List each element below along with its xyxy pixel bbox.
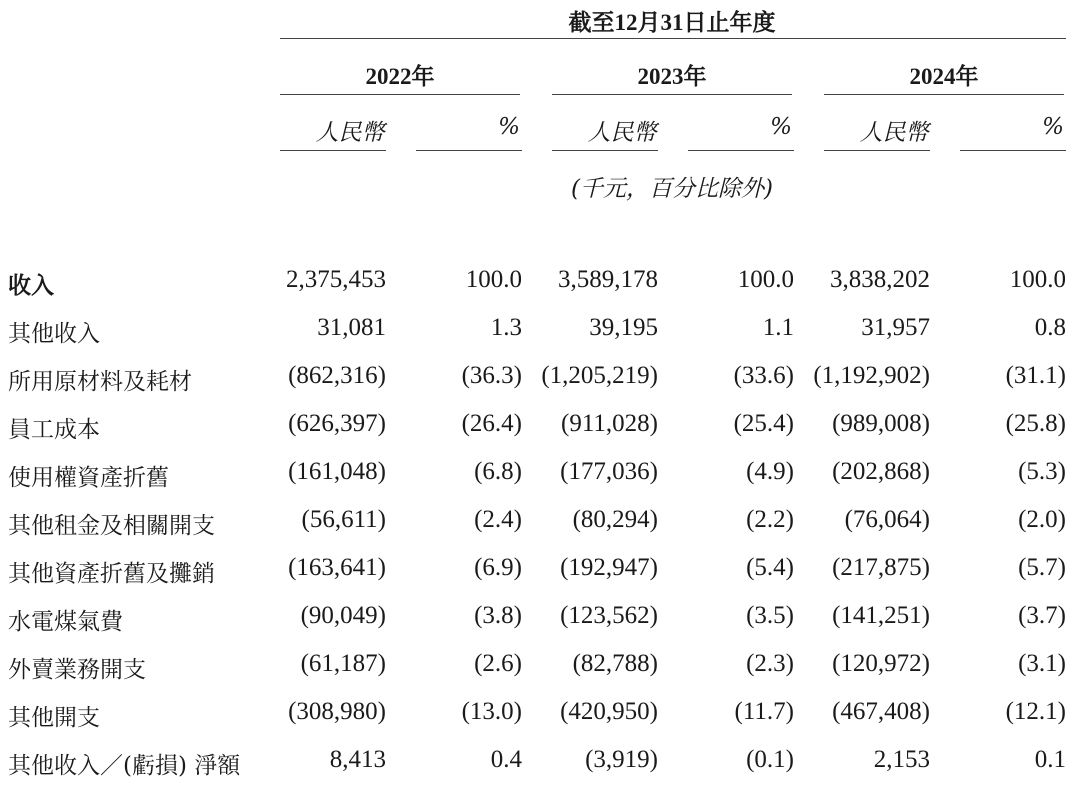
cell-rmb-2023: (192,947) [560,554,658,581]
cell-rmb-2022: 2,375,453 [286,266,386,293]
currency-rule-2022 [280,150,386,151]
cell-rmb-2023: (177,036) [560,458,658,485]
cell-pct-2024: (5.3) [1018,458,1066,485]
percent-label-2022: % [498,114,520,140]
cell-pct-2022: (6.9) [474,554,522,581]
year-2022-heading: 2022年 [365,64,435,89]
cell-rmb-2022: (90,049) [300,602,386,629]
cell-rmb-2024: (141,251) [832,602,930,629]
cell-pct-2023: (25.4) [733,410,794,437]
cell-rmb-2024: (202,868) [832,458,930,485]
cell-rmb-2023: 39,195 [589,314,658,341]
cell-rmb-2024: (76,064) [844,506,930,533]
row-label: 水電煤氣費 [8,609,123,635]
cell-rmb-2023: (1,205,219) [541,362,658,389]
row-label: 員工成本 [8,417,100,443]
cell-pct-2022: (26.4) [461,410,522,437]
period-label: 截至12月31日止年度 [568,10,776,35]
cell-pct-2022: 1.3 [490,314,522,341]
cell-rmb-2023: (3,919) [585,746,658,773]
cell-pct-2022: (3.8) [474,602,522,629]
row-label: 使用權資產折舊 [8,465,169,491]
cell-rmb-2023: (82,788) [572,650,658,677]
row-label: 外賣業務開支 [8,657,146,683]
cell-pct-2023: (4.9) [746,458,794,485]
cell-pct-2022: (36.3) [461,362,522,389]
percent-label-2023: % [770,114,792,140]
percent-rule-2024 [960,150,1066,151]
cell-pct-2024: (2.0) [1018,506,1066,533]
cell-rmb-2022: (61,187) [300,650,386,677]
cell-rmb-2024: 2,153 [873,746,930,773]
cell-pct-2023: (3.5) [746,602,794,629]
cell-rmb-2023: 3,589,178 [558,266,658,293]
cell-pct-2023: 100.0 [737,266,794,293]
currency-label-2022: 人民幣 [315,120,385,146]
currency-label-2023: 人民幣 [587,120,657,146]
cell-pct-2022: 0.4 [490,746,522,773]
cell-pct-2022: (6.8) [474,458,522,485]
cell-pct-2024: (3.1) [1018,650,1066,677]
year-2023-rule [552,94,792,95]
cell-pct-2024: (25.8) [1005,410,1066,437]
cell-rmb-2024: (120,972) [832,650,930,677]
currency-label-2024: 人民幣 [859,120,929,146]
cell-pct-2024: 0.1 [1034,746,1066,773]
cell-pct-2022: (2.6) [474,650,522,677]
cell-pct-2024: (3.7) [1018,602,1066,629]
cell-rmb-2024: 31,957 [861,314,930,341]
cell-pct-2024: (12.1) [1005,698,1066,725]
unit-note: (千元，百分比除外) [571,176,773,202]
year-2022-rule [280,94,520,95]
cell-rmb-2022: (626,397) [288,410,386,437]
cell-rmb-2022: (161,048) [288,458,386,485]
percent-rule-2022 [416,150,522,151]
cell-rmb-2022: 8,413 [329,746,386,773]
row-label: 其他收入 [8,321,100,347]
cell-pct-2024: (5.7) [1018,554,1066,581]
cell-rmb-2023: (80,294) [572,506,658,533]
row-label: 其他資產折舊及攤銷 [8,561,215,587]
cell-rmb-2022: 31,081 [317,314,386,341]
cell-pct-2024: 100.0 [1009,266,1066,293]
row-label: 所用原材料及耗材 [8,369,192,395]
cell-pct-2023: (33.6) [733,362,794,389]
currency-rule-2023 [552,150,658,151]
cell-rmb-2023: (123,562) [560,602,658,629]
cell-pct-2023: (11.7) [734,698,794,725]
cell-pct-2022: (2.4) [474,506,522,533]
cell-pct-2023: (5.4) [746,554,794,581]
cell-rmb-2024: (467,408) [832,698,930,725]
percent-label-2024: % [1042,114,1064,140]
cell-pct-2023: (2.3) [746,650,794,677]
row-label: 收入 [8,272,54,299]
cell-rmb-2023: (911,028) [561,410,658,437]
cell-rmb-2024: (989,008) [832,410,930,437]
cell-rmb-2024: (1,192,902) [813,362,930,389]
cell-pct-2022: 100.0 [465,266,522,293]
year-2024-rule [824,94,1064,95]
cell-pct-2023: (2.2) [746,506,794,533]
year-2023-heading: 2023年 [637,64,707,89]
cell-pct-2022: (13.0) [461,698,522,725]
cell-rmb-2023: (420,950) [560,698,658,725]
cell-pct-2024: 0.8 [1034,314,1066,341]
cell-pct-2023: (0.1) [746,746,794,773]
year-2024-heading: 2024年 [909,64,979,89]
cell-rmb-2024: 3,838,202 [830,266,930,293]
cell-rmb-2022: (163,641) [288,554,386,581]
row-label: 其他租金及相關開支 [8,513,215,539]
cell-rmb-2024: (217,875) [832,554,930,581]
row-label: 其他開支 [8,705,100,731]
period-rule [280,38,1066,39]
row-label: 其他收入／(虧損) 淨額 [8,753,241,779]
currency-rule-2024 [824,150,930,151]
cell-pct-2023: 1.1 [762,314,794,341]
cell-pct-2024: (31.1) [1005,362,1066,389]
cell-rmb-2022: (862,316) [288,362,386,389]
cell-rmb-2022: (308,980) [288,698,386,725]
percent-rule-2023 [688,150,794,151]
cell-rmb-2022: (56,611) [301,506,386,533]
